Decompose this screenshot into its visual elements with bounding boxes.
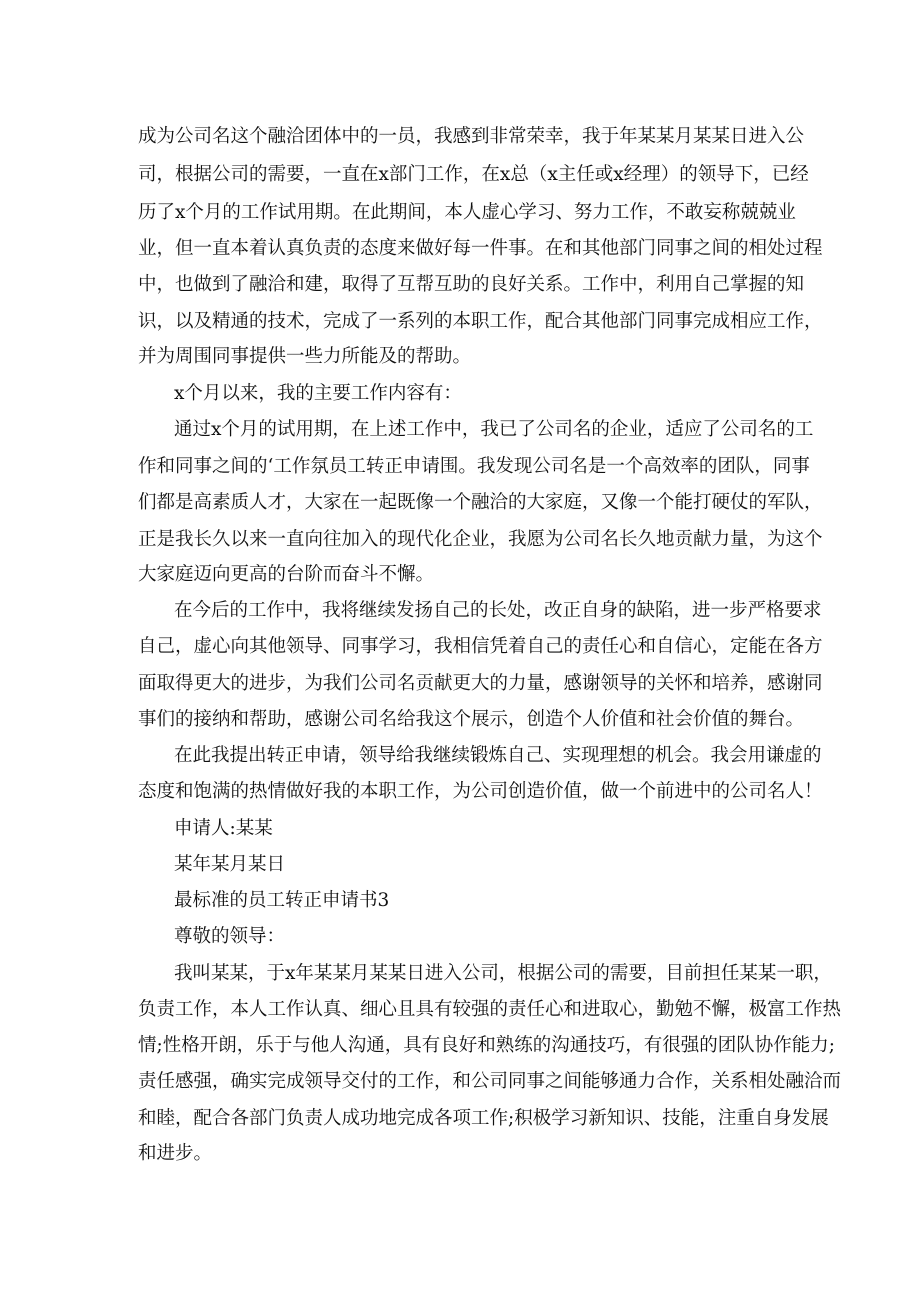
text-line: 业，但一直本着认真负责的态度来做好每一件事。在和其他部门同事之间的相处过程 <box>138 238 823 259</box>
text-line: 在今后的工作中，我将继续发扬自己的长处，改正自身的缺陷，进一步严格要求 <box>174 600 822 621</box>
text-line: 负责工作，本人工作认真、细心且具有较强的责任心和进取心，勤勉不懈，极富工作热 <box>138 999 842 1020</box>
text-line: 自己，虚心向其他领导、同事学习，我相信凭着自己的责任心和自信心，定能在各方 <box>138 636 823 657</box>
text-line: 历了x个月的工作试用期。在此期间，本人虚心学习、努力工作，不敢妄称兢兢业 <box>138 202 796 223</box>
text-line: x个月以来，我的主要工作内容有： <box>174 383 462 404</box>
text-line: 尊敬的领导： <box>174 926 286 947</box>
text-line: 作和同事之间的‘工作氛员工转正申请围。我发现公司名是一个高效率的团队，同事 <box>138 456 810 477</box>
text-line: 情;性格开朗，乐于与他人沟通，具有良好和熟练的沟通技巧，有很强的团队协作能力; <box>138 1035 835 1056</box>
text-line: 我叫某某，于x年某某月某某日进入公司，根据公司的需要，目前担任某某一职， <box>174 963 832 984</box>
text-line: 并为周围同事提供一些力所能及的帮助。 <box>138 346 472 367</box>
text-line: 申请人:某某 <box>174 818 273 839</box>
text-line: 责任感强，确实完成领导交付的工作，和公司同事之间能够通力合作，关系相处融洽而 <box>138 1071 842 1092</box>
text-line: 们都是高素质人才，大家在一起既像一个融洽的大家庭，又像一个能打硬仗的军队， <box>138 492 823 513</box>
text-line: 通过x个月的试用期，在上述工作中，我已了公司名的企业，适应了公司名的工 <box>174 419 814 440</box>
text-line: 中，也做到了融洽和建，取得了互帮互助的良好关系。工作中，利用自己掌握的知 <box>138 274 805 295</box>
text-line: 在此我提出转正申请，领导给我继续锻炼自己、实现理想的机会。我会用谦虚的 <box>174 745 822 766</box>
text-line: 和睦，配合各部门负责人成功地完成各项工作;积极学习新知识、技能，注重自身发展 <box>138 1108 829 1129</box>
text-line: 正是我长久以来一直向往加入的现代化企业，我愿为公司名长久地贡献力量，为这个 <box>138 529 823 550</box>
text-line: 和进步。 <box>138 1143 213 1164</box>
text-line: 成为公司名这个融洽团体中的一员，我感到非常荣幸，我于年某某月某某日进入公 <box>138 126 805 147</box>
text-line: 大家庭迈向更高的台阶而奋斗不懈。 <box>138 564 435 585</box>
text-line: 面取得更大的进步，为我们公司名贡献更大的力量，感谢领导的关怀和培养，感谢同 <box>138 673 823 694</box>
text-line: 司，根据公司的需要，一直在x部门工作，在x总（x主任或x经理）的领导下，已经 <box>138 164 809 185</box>
text-line: 某年某月某日 <box>174 854 286 875</box>
text-line: 识，以及精通的技术，完成了一系列的本职工作，配合其他部门同事完成相应工作， <box>138 311 823 332</box>
text-line: 最标准的员工转正申请书3 <box>174 890 390 911</box>
text-line: 态度和饱满的热情做好我的本职工作，为公司创造价值，做一个前进中的公司名人！ <box>138 781 823 802</box>
text-line: 事们的接纳和帮助，感谢公司名给我这个展示，创造个人价值和社会价值的舞台。 <box>138 709 805 730</box>
